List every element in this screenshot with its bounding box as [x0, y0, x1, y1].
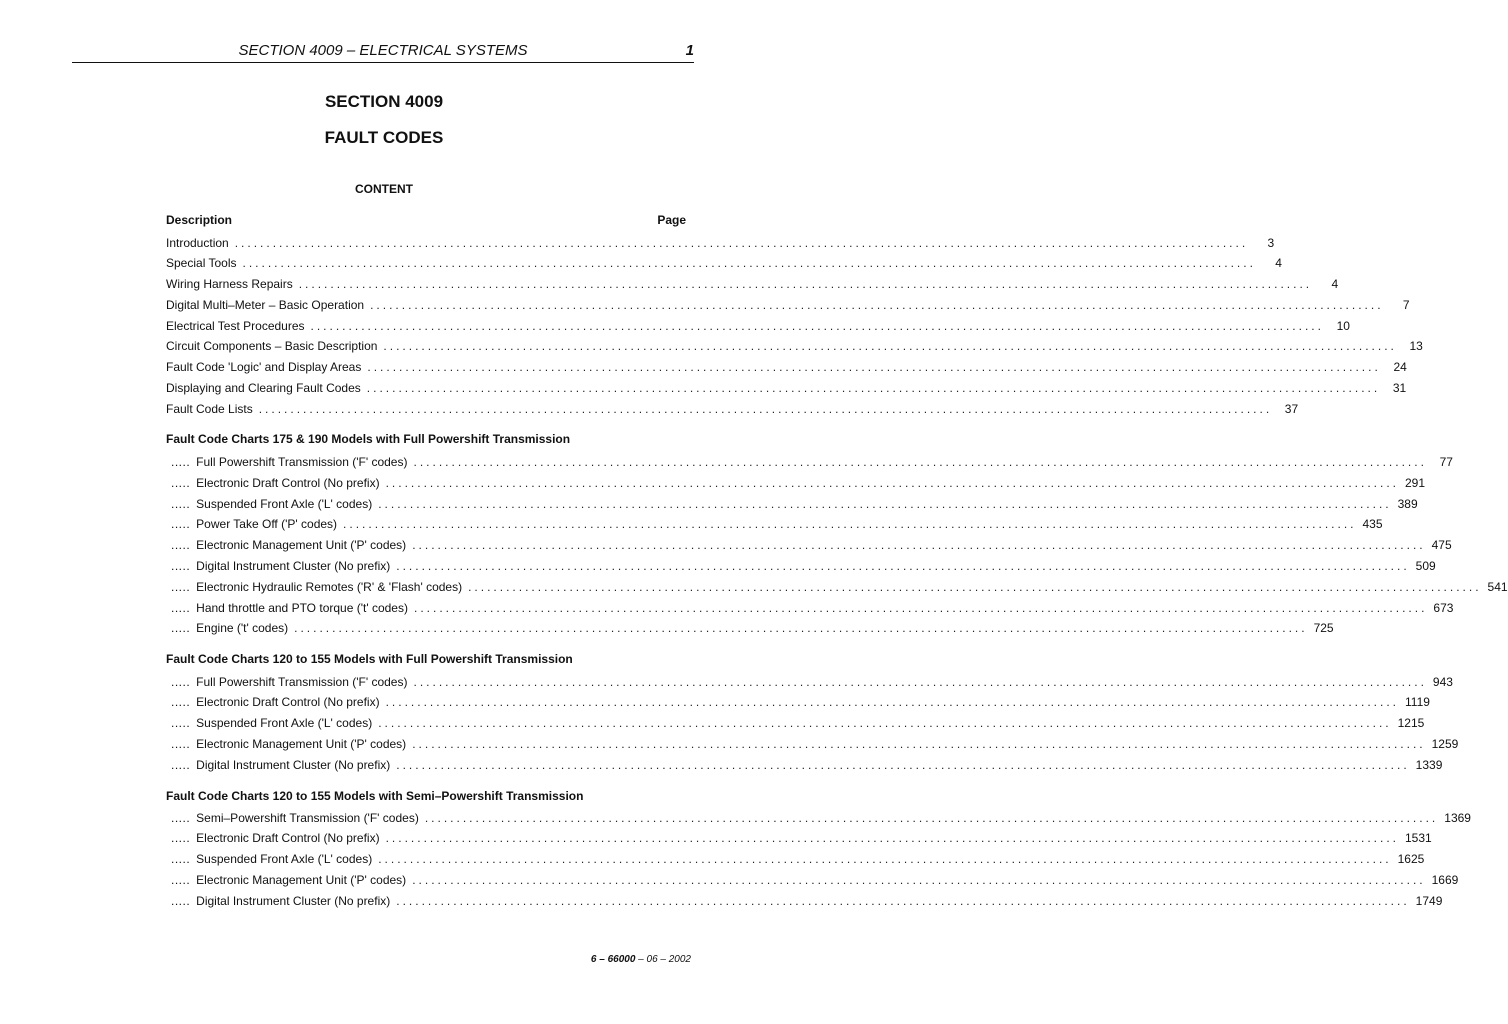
toc-entry-label: Displaying and Clearing Fault Codes: [166, 381, 361, 395]
toc-entry-leader: .....: [171, 873, 191, 887]
toc-entry: [171, 810, 1471, 826]
toc-dot-leader: ................................................................................................................................................................: [396, 559, 1410, 573]
toc-dot-leader: ................................................................................................................................................................: [378, 852, 1392, 866]
toc-dot-leader: ................................................................................................................................................................: [242, 256, 1256, 270]
toc-entry-label: Suspended Front Axle ('L' codes): [196, 497, 373, 511]
toc-entry-label: Electronic Draft Control (No prefix): [196, 831, 380, 845]
toc-entry-page: 1749: [1415, 894, 1443, 908]
toc-entry-label: Fault Code 'Logic' and Display Areas: [166, 360, 362, 374]
toc-entry-label: Suspended Front Axle ('L' codes): [196, 852, 373, 866]
toc-entry: [166, 276, 1339, 292]
toc-entry-label: Semi–Powershift Transmission ('F' codes): [196, 811, 419, 825]
toc-dot-leader: ................................................................................................................................................................: [413, 601, 1428, 615]
page-title: FAULT CODES: [324, 128, 444, 147]
toc-dot-leader: ................................................................................................................................................................: [294, 621, 1308, 635]
toc-entry-page: 291: [1405, 476, 1426, 490]
toc-dot-leader: ................................................................................................................................................................: [367, 360, 1381, 374]
toc-entry-page: 725: [1313, 621, 1334, 635]
toc-entry: [171, 674, 1453, 690]
toc-entry-label: Full Powershift Transmission ('F' codes): [196, 455, 408, 469]
toc-dot-leader: ................................................................................................................................................................: [412, 873, 1426, 887]
toc-entry-leader: .....: [171, 621, 191, 635]
toc-entry: [171, 620, 1334, 636]
toc-entry: [171, 558, 1436, 574]
toc-dot-leader: ................................................................................................................................................................: [366, 381, 1381, 395]
toc-dot-leader: ................................................................................................................................................................: [385, 831, 1399, 845]
toc-entry-leader: .....: [171, 675, 191, 689]
toc-entry-leader: .....: [171, 455, 191, 469]
toc-group-heading: Fault Code Charts 120 to 155 Models with Semi–Powershift Transmission: [166, 789, 584, 803]
toc-entry-label: Special Tools: [166, 256, 237, 270]
toc-dot-leader: ................................................................................................................................................................: [413, 675, 1427, 689]
toc-entry: [171, 694, 1430, 710]
description-column-header: Description: [166, 213, 233, 227]
toc-entry-page: 509: [1415, 559, 1436, 573]
toc-entry-page: 435: [1362, 517, 1383, 531]
toc-entry: [171, 715, 1425, 731]
toc-entry-page: 7: [1402, 298, 1410, 312]
toc-entry: [171, 893, 1443, 909]
toc-group-heading: Fault Code Charts 175 & 190 Models with Full Powershift Transmission: [166, 432, 571, 446]
toc-dot-leader: ................................................................................................................................................................: [258, 402, 1273, 416]
toc-entry-label: Digital Instrument Cluster (No prefix): [196, 894, 391, 908]
toc-dot-leader: ................................................................................................................................................................: [234, 236, 1249, 250]
toc-entry-page: 1119: [1405, 695, 1430, 709]
toc-entry-leader: .....: [171, 538, 191, 552]
toc-entry-label: Circuit Components – Basic Description: [166, 339, 378, 353]
toc-entry: [166, 318, 1350, 334]
header-title: SECTION 4009 – ELECTRICAL SYSTEMS: [238, 42, 528, 59]
toc-entry-page: 1259: [1431, 737, 1459, 751]
toc-entry-leader: .....: [171, 716, 191, 730]
toc-entry-leader: .....: [171, 580, 191, 594]
toc-entry: [171, 537, 1452, 553]
toc-entry-page: 1625: [1397, 852, 1425, 866]
toc-entry-label: Full Powershift Transmission ('F' codes): [196, 675, 408, 689]
toc-entry: [166, 338, 1423, 354]
toc-entry: [171, 872, 1459, 888]
toc-dot-leader: ................................................................................................................................................................: [370, 298, 1384, 312]
toc-entry-label: Electronic Management Unit ('P' codes): [196, 538, 407, 552]
toc-entry-page: 1531: [1405, 831, 1432, 845]
toc-entry-page: 389: [1397, 497, 1418, 511]
toc-dot-leader: ................................................................................................................................................................: [413, 455, 1427, 469]
toc-entry-label: Digital Multi–Meter – Basic Operation: [166, 298, 365, 312]
page-column-header: Page: [657, 213, 686, 227]
toc-entry: [166, 235, 1275, 251]
toc-entry-leader: .....: [171, 695, 191, 709]
toc-entry-page: 4: [1331, 277, 1339, 291]
toc-entry-page: 13: [1409, 339, 1423, 353]
toc-entry-page: 1339: [1415, 758, 1443, 772]
toc-entry: [171, 516, 1383, 532]
toc-entry-leader: .....: [171, 476, 191, 490]
toc-entry: [171, 454, 1453, 470]
toc-entry: [166, 401, 1299, 417]
toc-entry-label: Electronic Draft Control (No prefix): [196, 695, 380, 709]
toc-entry-label: Digital Instrument Cluster (No prefix): [196, 758, 391, 772]
toc-entry-page: 475: [1431, 538, 1452, 552]
toc-entry-label: Suspended Front Axle ('L' codes): [196, 716, 373, 730]
toc-dot-leader: ................................................................................................................................................................: [383, 339, 1397, 353]
toc-entry-leader: .....: [171, 601, 191, 615]
toc-entry-page: 1215: [1397, 716, 1425, 730]
toc-dot-leader: ................................................................................................................................................................: [385, 695, 1399, 709]
toc-entry-page: 541: [1487, 580, 1508, 594]
toc-entry-label: Electrical Test Procedures: [166, 319, 305, 333]
toc-dot-leader: ................................................................................................................................................................: [378, 497, 1392, 511]
toc-entry-page: 1669: [1431, 873, 1459, 887]
toc-entry-leader: .....: [171, 852, 191, 866]
toc-entry-page: 31: [1392, 381, 1407, 395]
page-header: [72, 40, 694, 63]
toc-entry: [171, 496, 1418, 512]
toc-entry: [171, 475, 1426, 491]
toc-entry-label: Digital Instrument Cluster (No prefix): [196, 559, 391, 573]
toc-entry-page: 1369: [1444, 811, 1471, 825]
toc-entry-leader: .....: [171, 517, 191, 531]
toc-entry: [166, 380, 1407, 396]
footer: [591, 954, 691, 965]
toc-entry-label: Hand throttle and PTO torque ('t' codes): [196, 601, 408, 615]
toc-entry-leader: .....: [171, 737, 191, 751]
toc-entry-page: 943: [1432, 675, 1453, 689]
toc-entry-page: 10: [1336, 319, 1350, 333]
toc-entry: [166, 359, 1407, 375]
toc-entry-page: 4: [1275, 256, 1282, 270]
toc-entry-label: Introduction: [166, 236, 229, 250]
header-page-number: 1: [685, 42, 694, 59]
toc-entry-label: Electronic Hydraulic Remotes ('R' & 'Flash' codes): [196, 580, 463, 594]
content-heading: CONTENT: [355, 182, 413, 196]
toc-entry-leader: .....: [171, 497, 191, 511]
footer-date: – 06 – 2002: [635, 954, 691, 965]
toc-entry: [171, 851, 1425, 867]
toc-entry-leader: .....: [171, 894, 191, 908]
toc-entry-label: Electronic Management Unit ('P' codes): [196, 737, 407, 751]
toc-entry-label: Wiring Harness Repairs: [166, 277, 293, 291]
toc-entry-label: Fault Code Lists: [166, 402, 253, 416]
toc-dot-leader: ................................................................................................................................................................: [310, 319, 1324, 333]
toc-entry: [166, 255, 1282, 271]
toc-entry: [171, 600, 1454, 616]
toc-entry-leader: .....: [171, 831, 191, 845]
toc-group-heading: Fault Code Charts 120 to 155 Models with Full Powershift Transmission: [166, 652, 573, 666]
toc-dot-leader: ................................................................................................................................................................: [396, 758, 1410, 772]
toc-entry: [171, 736, 1459, 752]
toc-dot-leader: ................................................................................................................................................................: [424, 811, 1439, 825]
toc-dot-leader: ................................................................................................................................................................: [385, 476, 1399, 490]
toc-entry-page: 77: [1439, 455, 1453, 469]
toc-entry: [171, 579, 1508, 595]
toc-dot-leader: ................................................................................................................................................................: [298, 277, 1313, 291]
toc-dot-leader: ................................................................................................................................................................: [412, 737, 1426, 751]
toc-entry-leader: .....: [171, 811, 191, 825]
toc-entry-leader: .....: [171, 758, 191, 772]
toc-dot-leader: ................................................................................................................................................................: [412, 538, 1426, 552]
footer-doc-number: 6 – 66000: [590, 954, 636, 965]
toc-dot-leader: ................................................................................................................................................................: [343, 517, 1357, 531]
toc-entry: [166, 297, 1410, 313]
toc-entry-page: 37: [1284, 402, 1299, 416]
toc-entry-label: Electronic Management Unit ('P' codes): [196, 873, 407, 887]
toc-dot-leader: ................................................................................................................................................................: [468, 580, 1482, 594]
toc-dot-leader: ................................................................................................................................................................: [396, 894, 1410, 908]
section-title: SECTION 4009: [324, 92, 444, 111]
toc-entry-label: Engine ('t' codes): [196, 621, 289, 635]
toc-entry-leader: .....: [171, 559, 191, 573]
toc-entry: [171, 830, 1432, 846]
toc-entry-page: 3: [1267, 236, 1275, 250]
toc-entry-page: 673: [1433, 601, 1454, 615]
toc-entry: [171, 757, 1443, 773]
toc-dot-leader: ................................................................................................................................................................: [378, 716, 1392, 730]
toc-entry-page: 24: [1393, 360, 1407, 374]
toc-entry-label: Power Take Off ('P' codes): [196, 517, 338, 531]
toc-entry-label: Electronic Draft Control (No prefix): [196, 476, 380, 490]
